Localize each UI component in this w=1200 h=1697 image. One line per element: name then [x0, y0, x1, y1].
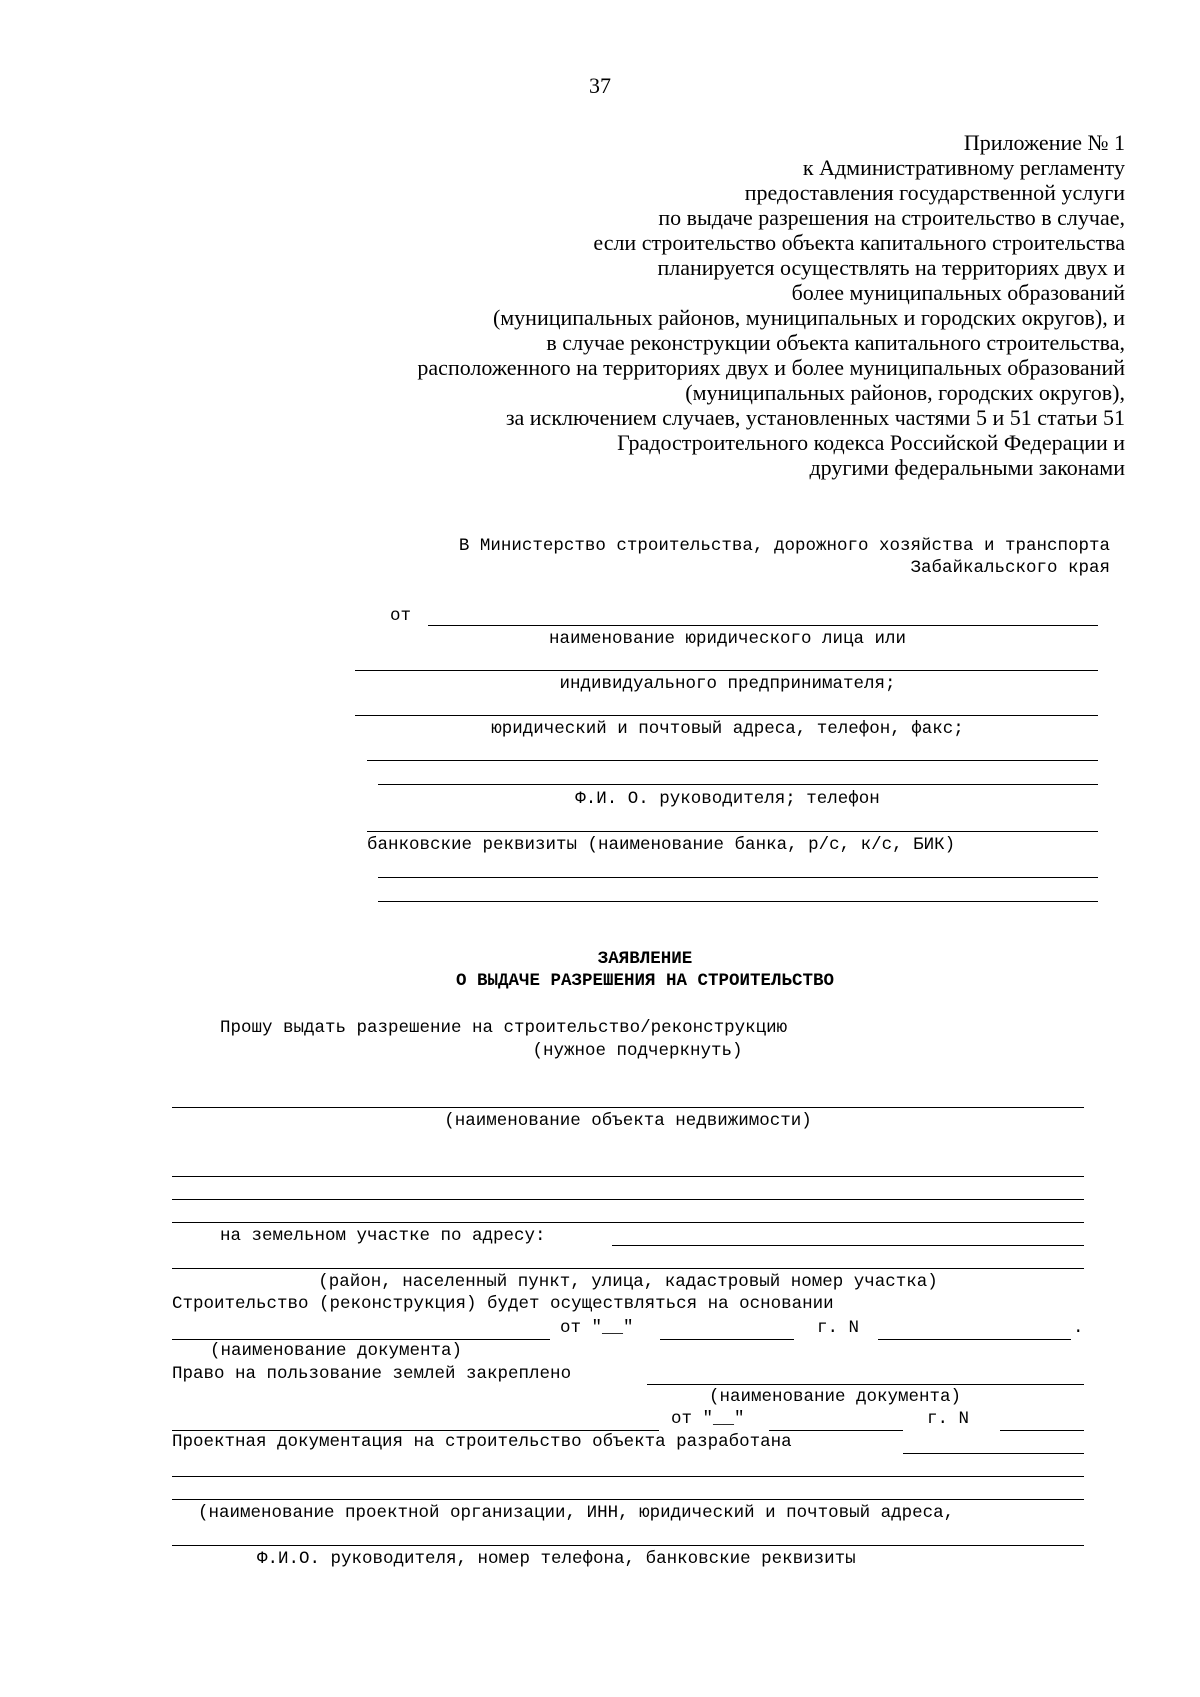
appendix-line: Градостроительного кодекса Российской Федерации и — [617, 430, 1125, 455]
document-hint: (наименование документа) — [210, 1341, 463, 1361]
land-right-year-no: г. N — [927, 1409, 970, 1429]
addressee-line-1: В Министерство строительства, дорожного хозяйства и транспорта — [458, 536, 1110, 556]
appendix-line: в случае реконструкции объекта капитального строительства, — [546, 330, 1125, 355]
addressee-line-2: Забайкальского края — [910, 558, 1110, 578]
applicant-head-line[interactable] — [378, 784, 1098, 785]
land-plot-label: на земельном участке по адресу: — [220, 1226, 546, 1246]
land-right-label: Право на пользование землей закреплено — [172, 1364, 572, 1384]
basis-year-no: г. N — [817, 1318, 860, 1338]
appendix-line: расположенного на территориях двух и более муниципальных образований — [417, 355, 1125, 380]
head-contacts-line[interactable] — [172, 1545, 1084, 1546]
appendix-header — [300, 130, 1125, 480]
document-hint-2: (наименование документа) — [709, 1387, 962, 1407]
address-line[interactable] — [172, 1268, 1084, 1269]
appendix-line: планируется осуществлять на территориях двух и — [657, 255, 1125, 280]
basis-number-line[interactable] — [878, 1339, 1071, 1340]
head-contacts-hint: Ф.И.О. руководителя, номер телефона, банковские реквизиты — [257, 1549, 856, 1569]
applicant-name-line[interactable] — [428, 625, 1098, 626]
hint-bank: банковские реквизиты (наименование банка, р/с, к/с, БИК) — [367, 835, 956, 855]
appendix-line: предоставления государственной услуги — [744, 180, 1125, 205]
project-org-line-2[interactable] — [172, 1476, 1084, 1477]
applicant-address-line-2[interactable] — [367, 760, 1098, 761]
land-right-number-line[interactable] — [1000, 1430, 1084, 1431]
appendix-line: (муниципальных районов, муниципальных и городских округов), и — [492, 305, 1125, 330]
appendix-line: если строительство объекта капитального строительства — [593, 230, 1125, 255]
applicant-bank-line[interactable] — [378, 877, 1098, 878]
project-org-line[interactable] — [903, 1453, 1084, 1454]
appendix-line: к Административному регламенту — [802, 155, 1125, 180]
appendix-line: более муниципальных образований — [791, 280, 1125, 305]
basis-date-line[interactable] — [660, 1339, 794, 1340]
request-text: Прошу выдать разрешение на строительство/реконструкцию — [220, 1018, 788, 1038]
hint-entrepreneur: индивидуального предпринимателя; — [559, 674, 896, 694]
from-label: от — [390, 606, 412, 626]
document-title: ЗАЯВЛЕНИЕ — [597, 949, 693, 969]
appendix-line: другими федеральными законами — [809, 455, 1125, 480]
applicant-entrepreneur-line[interactable] — [355, 670, 1098, 671]
object-name-hint: (наименование объекта недвижимости) — [444, 1111, 812, 1131]
basis-date-from: от "__" — [560, 1318, 634, 1338]
land-plot-address-line[interactable] — [612, 1245, 1084, 1246]
object-line-4[interactable] — [172, 1222, 1084, 1223]
project-org-line-3[interactable] — [172, 1499, 1084, 1500]
address-hint: (район, населенный пункт, улица, кадастровый номер участка) — [318, 1272, 938, 1292]
land-right-line[interactable] — [647, 1384, 1084, 1385]
appendix-line: за исключением случаев, установленных частями 5 и 51 статьи 51 — [505, 405, 1125, 430]
object-line-2[interactable] — [172, 1176, 1084, 1177]
basis-period: . — [1073, 1318, 1084, 1338]
object-name-line[interactable] — [172, 1107, 1084, 1108]
applicant-bank-line-2[interactable] — [378, 901, 1098, 902]
hint-addresses: юридический и почтовый адреса, телефон, факс; — [491, 719, 964, 739]
project-label: Проектная документация на строительство объекта разработана — [172, 1432, 792, 1452]
hint-head: Ф.И. О. руководителя; телефон — [575, 789, 880, 809]
applicant-address-line[interactable] — [355, 715, 1098, 716]
document-subtitle: О ВЫДАЧЕ РАЗРЕШЕНИЯ НА СТРОИТЕЛЬСТВО — [455, 971, 835, 991]
design-org-hint: (наименование проектной организации, ИНН, юридический и почтовый адреса, — [198, 1503, 955, 1523]
applicant-head-line-2[interactable] — [367, 831, 1098, 832]
basis-label: Строительство (реконструкция) будет осуществляться на основании — [172, 1294, 834, 1314]
hint-legal-name: наименование юридического лица или — [548, 629, 907, 649]
underline-hint: (нужное подчеркнуть) — [532, 1041, 743, 1061]
appendix-line: по выдаче разрешения на строительство в случае, — [658, 205, 1125, 230]
land-right-date-from: от "__" — [671, 1409, 745, 1429]
appendix-line: Приложение № 1 — [963, 130, 1125, 155]
object-line-3[interactable] — [172, 1199, 1084, 1200]
page-number: 37 — [589, 73, 611, 98]
appendix-line: (муниципальных районов, городских округов), — [685, 380, 1125, 405]
